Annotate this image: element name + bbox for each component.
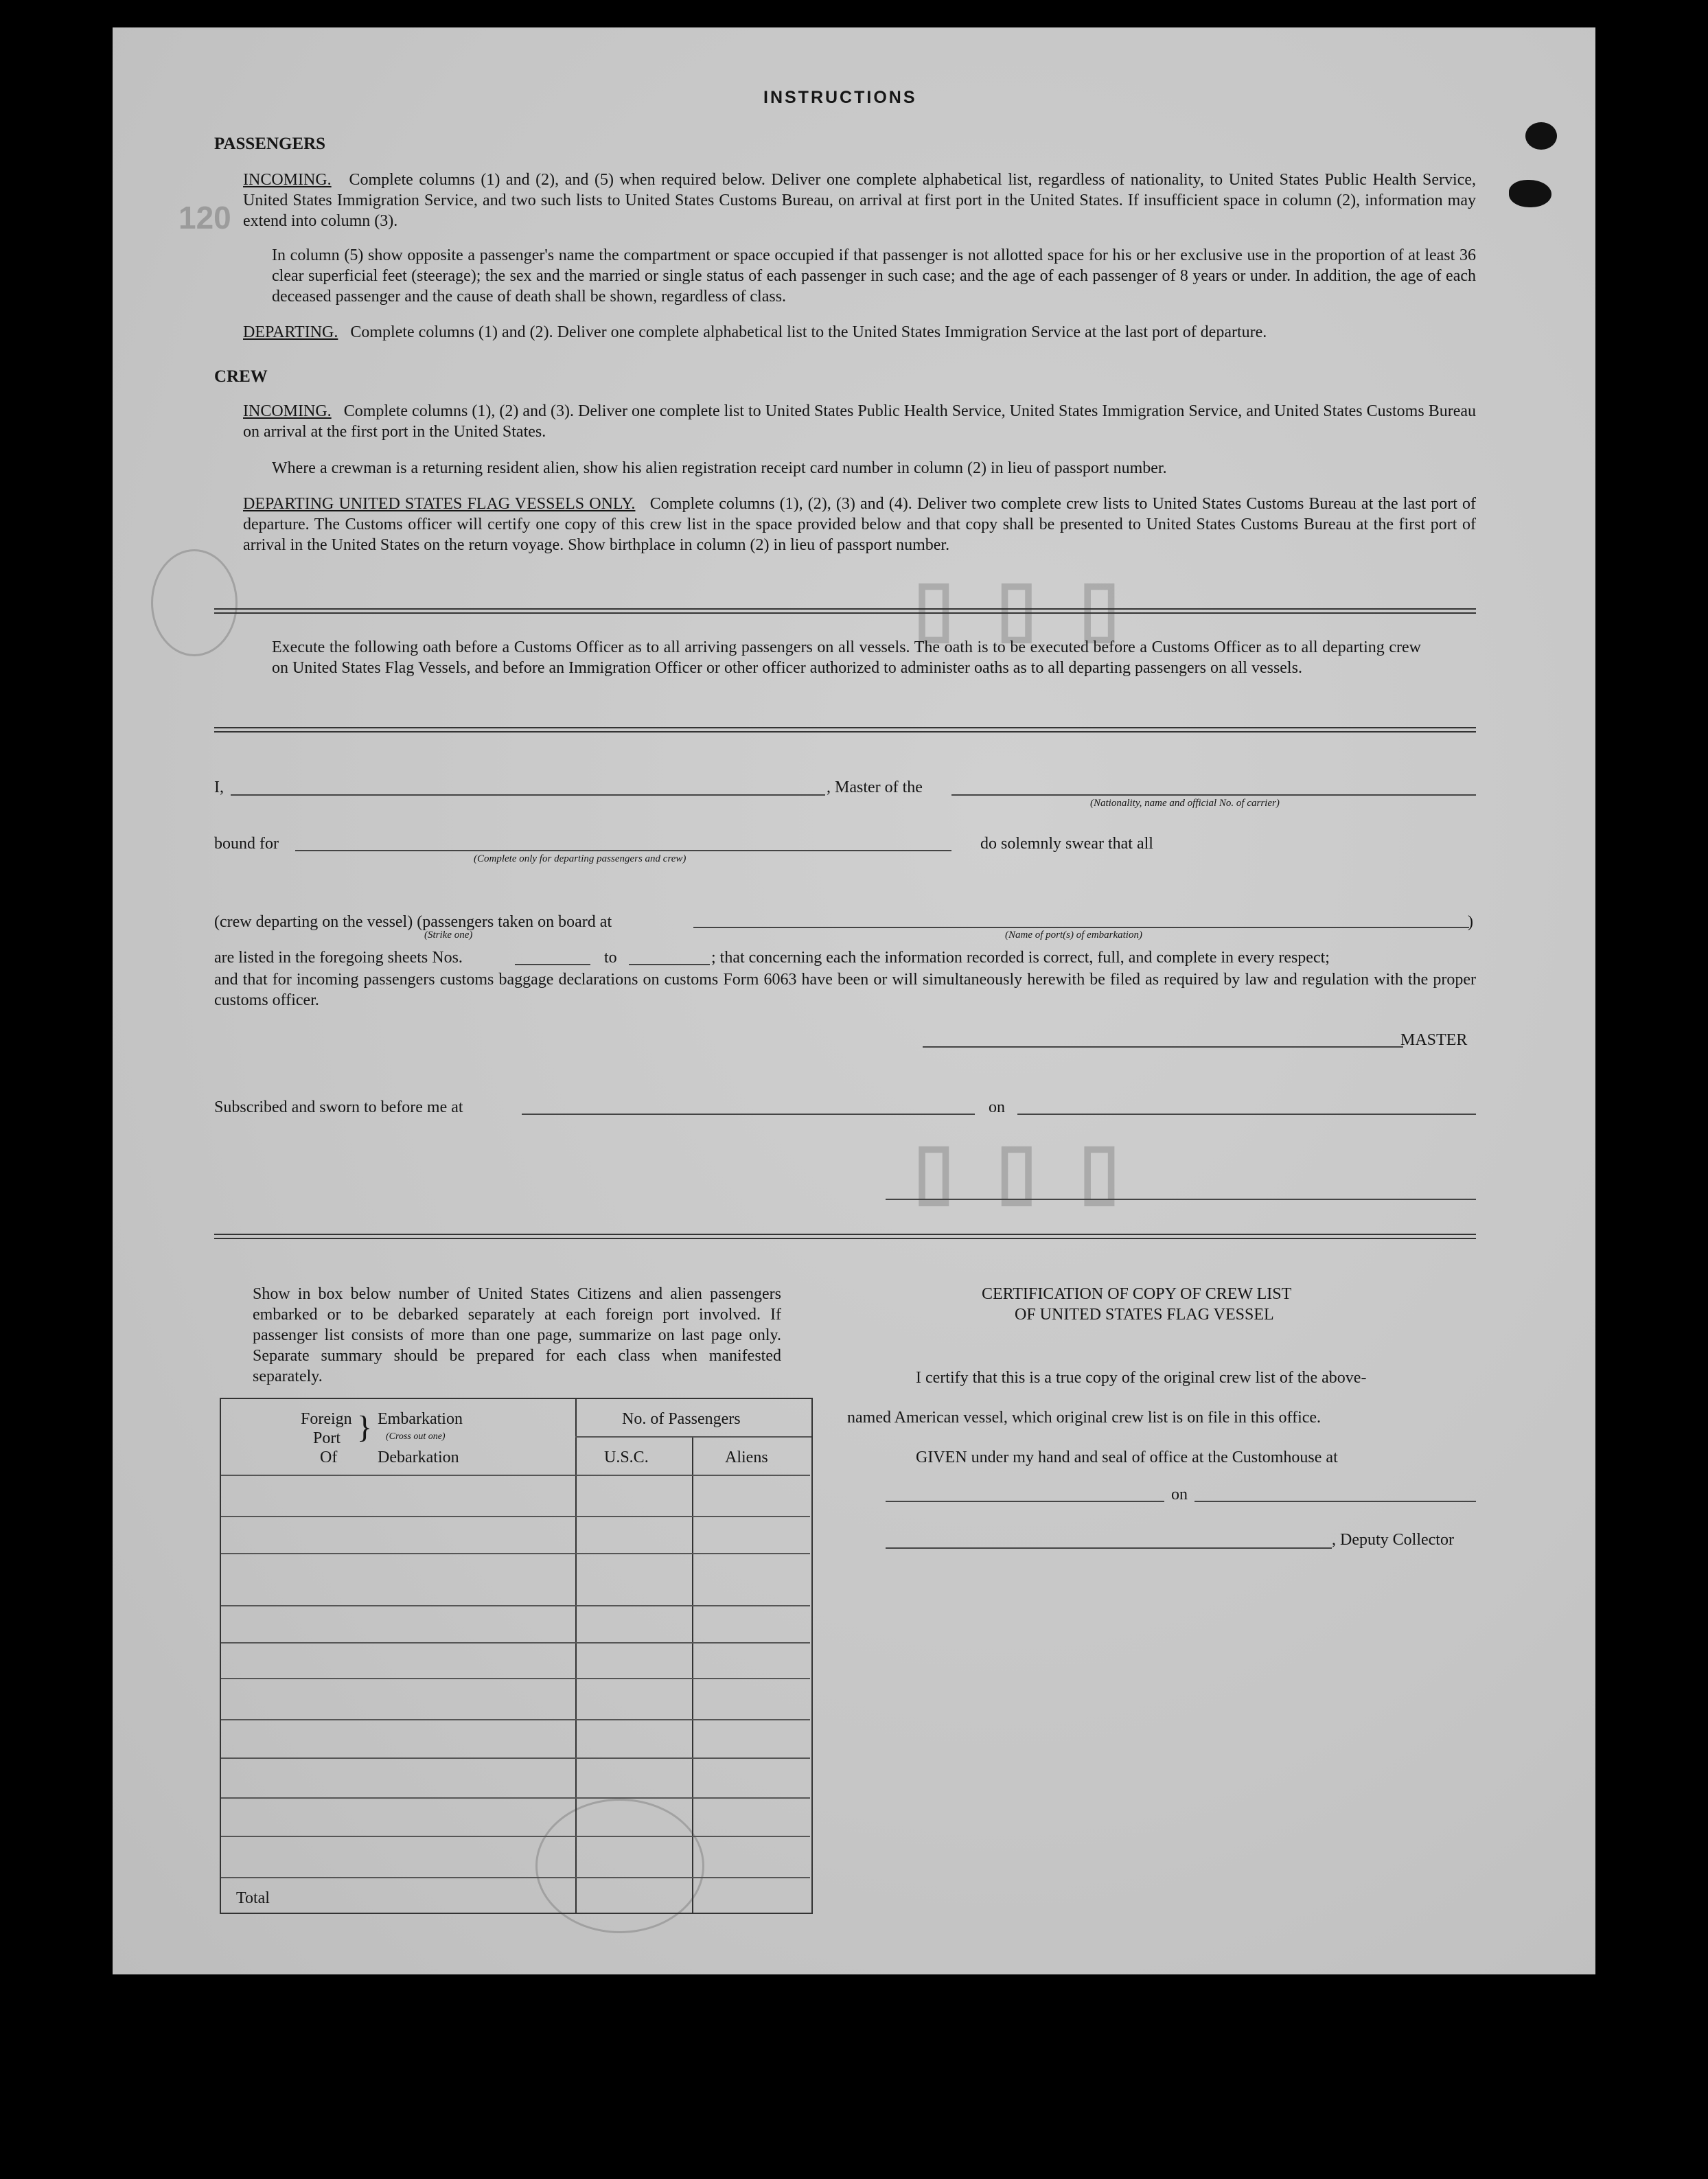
certification-subtitle: OF UNITED STATES FLAG VESSEL <box>1015 1306 1274 1324</box>
table-row-divider <box>221 1836 810 1837</box>
oath-to-label: to <box>604 949 617 967</box>
section-heading-passengers: PASSENGERS <box>214 135 326 153</box>
col-passengers: No. of Passengers <box>622 1410 741 1428</box>
bleed-through-mark: ▯▯▯ <box>913 1128 1162 1212</box>
col-cross-out: (Cross out one) <box>386 1431 446 1442</box>
subscribed-place-field[interactable] <box>522 1114 975 1115</box>
master-name-field[interactable] <box>231 794 825 796</box>
table-header-divider <box>221 1475 810 1476</box>
oath-swear-label: do solemnly swear that all <box>980 835 1153 853</box>
table-row-divider <box>221 1719 810 1720</box>
customhouse-field[interactable] <box>886 1501 1164 1502</box>
table-row-divider <box>221 1642 810 1644</box>
passengers-column5-text: In column (5) show opposite a passenger's name the compartment or space occupied if that passenger is not allotted space for his or her exclusive use in the proportion of at least 36 clear superficial feet (steerage); the sex and the married or single status of each passenger in such case; and the age of each passenger of 8 years or under. In addition, the age of each deceased passenger and the cause of death shall be shown, regardless of class. <box>272 246 1476 305</box>
table-row-divider <box>221 1605 810 1606</box>
certification-line3: GIVEN under my hand and seal of office at the Customhouse at <box>916 1449 1338 1466</box>
bleed-through-mark: ▯▯▯ <box>913 565 1162 649</box>
strike-one-note: (Strike one) <box>424 930 473 941</box>
ports-note: (Name of port(s) of embarkation) <box>1005 930 1142 941</box>
oath-master-of-label: , Master of the <box>827 779 923 796</box>
passengers-incoming-text: INCOMING. Complete columns (1) and (2), and (5) when required below. Deliver one complete alphabetical list, regardless of nationality, to United States Public Health Service, United States Immigration Service, and two such lists to United States Customs Bureau, on arrival at first port in the United States. If insufficient space in column (2), information may extend into column (3). <box>243 171 1477 230</box>
embarkation-port-field[interactable] <box>693 927 1469 928</box>
divider <box>214 727 1476 728</box>
table-row-divider <box>221 1757 810 1759</box>
page-title: INSTRUCTIONS <box>763 88 917 107</box>
officer-signature-field[interactable] <box>886 1199 1476 1200</box>
oath-listed-label: are listed in the foregoing sheets Nos. <box>214 949 463 967</box>
oath-crew-departing-label: (crew departing on the vessel) (passengers taken on board at <box>214 913 612 931</box>
deputy-collector-label: , Deputy Collector <box>1332 1531 1454 1549</box>
sheet-from-field[interactable] <box>515 964 590 965</box>
punch-hole <box>1525 122 1557 150</box>
passengers-departing-text: DEPARTING. Complete columns (1) and (2). Deliver one complete alphabetical list to the United States Immigration Service at the last port of departure. <box>243 323 1267 341</box>
sheet-to-field[interactable] <box>629 964 710 965</box>
certification-title: CERTIFICATION OF COPY OF CREW LIST <box>982 1285 1292 1303</box>
carrier-note: (Nationality, name and official No. of carrier) <box>1090 798 1280 809</box>
oath-intro: Execute the following oath before a Customs Officer as to all arriving passengers on all vessels. The oath is to be executed before a Customs Officer as to all departing crew on United States Flag Vessels, and before an Immigration Officer or other officer authorized to administer oaths as to all departing passengers on all vessels. <box>272 638 1421 677</box>
col-embarkation: Embarkation <box>378 1410 463 1428</box>
bound-for-field[interactable] <box>295 850 951 851</box>
certification-line2: named American vessel, which original crew list is on file in this office. <box>847 1409 1322 1427</box>
crew-incoming-title: INCOMING. <box>243 402 332 420</box>
oath-listed-rest: ; that concerning each the information recorded is correct, full, and complete in every respect; <box>711 949 1330 967</box>
summary-intro: Show in box below number of United States Citizens and alien passengers embarked or to be debarked separately at each foreign port involved. If passenger list consists of more than one page, summarize on last page only. Separate summary should be prepared for each class when manifested separately. <box>253 1285 781 1385</box>
col-foreign: Foreign <box>301 1410 352 1428</box>
col-of: Of <box>320 1449 338 1466</box>
margin-number: 120 <box>178 200 231 235</box>
table-row-divider <box>221 1553 810 1554</box>
brace-icon: } <box>357 1409 373 1444</box>
crew-departing-title: DEPARTING UNITED STATES FLAG VESSELS ONLY. <box>243 495 636 513</box>
col-usc: U.S.C. <box>604 1449 649 1466</box>
subscribed-on-label: on <box>989 1098 1005 1116</box>
table-row-divider <box>221 1516 810 1517</box>
divider <box>214 612 1476 614</box>
master-label: MASTER <box>1400 1031 1468 1049</box>
certification-on-label: on <box>1171 1486 1188 1503</box>
table-row-divider <box>221 1877 810 1878</box>
table-divider <box>575 1436 811 1438</box>
close-paren: ) <box>1468 913 1473 931</box>
crew-incoming-text: INCOMING. Complete columns (1), (2) and (3). Deliver one complete list to United States Public Health Service, United States Immigration Service, and United States Customs Bureau on arrival at the first port in the United States. <box>243 402 1477 441</box>
col-port: Port <box>313 1429 341 1447</box>
section-heading-crew: CREW <box>214 367 268 386</box>
divider <box>214 608 1476 610</box>
divider <box>214 1238 1476 1239</box>
master-signature-field[interactable] <box>923 1046 1403 1048</box>
col-aliens: Aliens <box>725 1449 768 1466</box>
complete-only-note: (Complete only for departing passengers and crew) <box>474 853 686 864</box>
divider <box>214 1234 1476 1235</box>
certification-date-field[interactable] <box>1195 1501 1476 1502</box>
table-row-divider <box>221 1797 810 1799</box>
bleed-through-stamp <box>151 549 238 656</box>
divider <box>214 731 1476 733</box>
deputy-collector-field[interactable] <box>886 1547 1332 1549</box>
subscribed-label: Subscribed and sworn to before me at <box>214 1098 463 1116</box>
oath-bound-for-label: bound for <box>214 835 279 853</box>
punch-hole <box>1509 180 1551 207</box>
oath-declarations-text: and that for incoming passengers customs baggage declarations on customs Form 6063 have been or will simultaneously herewith be filed as required by law and regulation with the proper customs officer. <box>214 971 1476 1009</box>
subscribed-date-field[interactable] <box>1017 1114 1476 1115</box>
crew-resident-text: Where a crewman is a returning resident alien, show his alien registration receipt card number in column (2) in lieu of passport number. <box>272 459 1167 477</box>
oath-i-label: I, <box>214 779 224 796</box>
table-divider <box>692 1436 693 1913</box>
col-debarkation: Debarkation <box>378 1449 459 1466</box>
total-label: Total <box>236 1889 270 1907</box>
crew-departing-text: DEPARTING UNITED STATES FLAG VESSELS ONLY. Complete columns (1), (2), (3) and (4). Deliver two complete crew lists to United States Customs Bureau at the last port of departure. The Customs officer will certify one copy of this crew list in the space provided below and that copy shall be presented to United States Customs Bureau at the first port of arrival in the United States on the return voyage. Show birthplace in column (2) in lieu of passport number. <box>243 495 1477 554</box>
table-row-divider <box>221 1678 810 1679</box>
carrier-field[interactable] <box>951 794 1476 796</box>
passengers-departing-title: DEPARTING. <box>243 323 338 341</box>
passengers-incoming-title: INCOMING. <box>243 171 332 189</box>
certification-line1: I certify that this is a true copy of the original crew list of the above- <box>916 1369 1367 1387</box>
